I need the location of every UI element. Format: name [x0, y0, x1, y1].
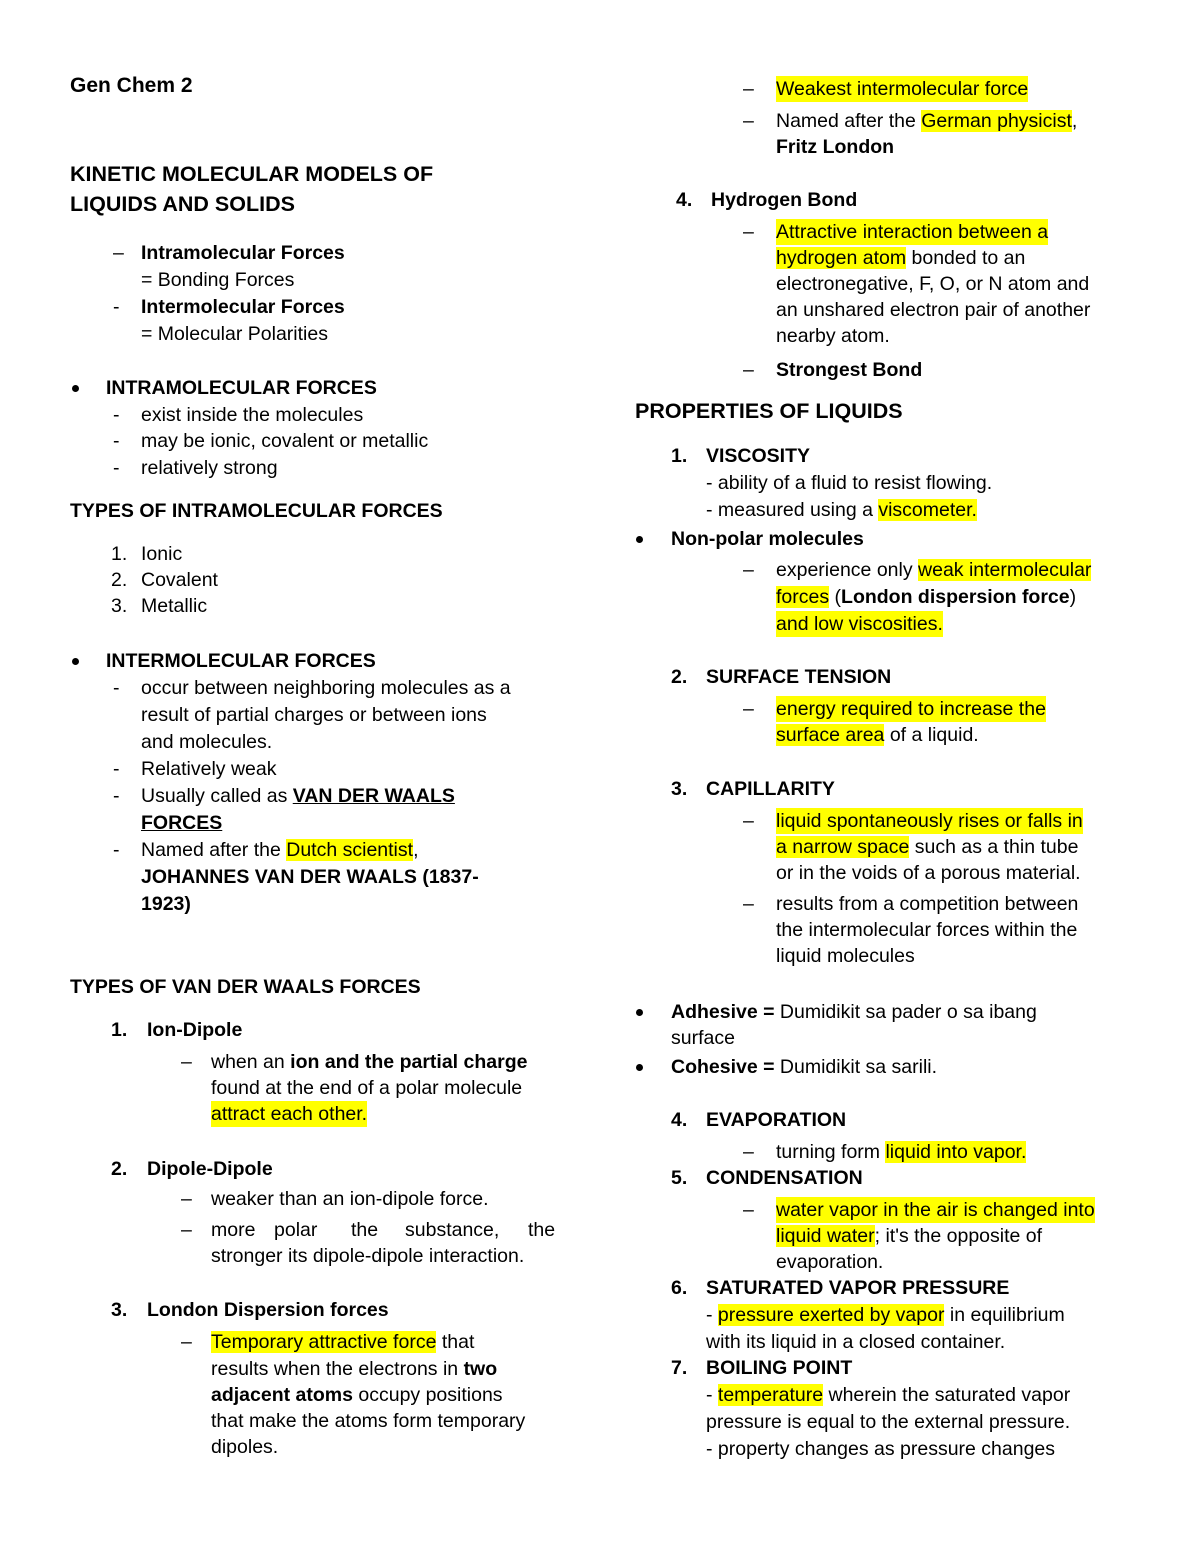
- hbond-line3: electronegative, F, O, or N atom and: [776, 273, 1090, 295]
- inter-item2: Relatively weak: [141, 758, 277, 780]
- types-intra-item: Ionic: [141, 543, 183, 565]
- nonpolar-title: Non-polar molecules: [671, 528, 864, 550]
- props-heading: PROPERTIES OF LIQUIDS: [635, 399, 903, 423]
- list-number: 2.: [111, 569, 128, 591]
- list-number: 3.: [111, 1299, 128, 1321]
- svp-line2: with its liquid in a closed container.: [706, 1331, 1006, 1353]
- condensation-line1: water vapor in the air is changed into: [776, 1199, 1095, 1221]
- bullet-icon: [636, 1064, 643, 1071]
- surface-title: SURFACE TENSION: [706, 666, 892, 688]
- main-heading-line1: KINETIC MOLECULAR MODELS OF: [70, 162, 434, 186]
- list-number: 3.: [111, 595, 128, 617]
- dash-marker: –: [181, 1051, 192, 1073]
- svp-line1: - pressure exerted by vapor in equilibrium: [706, 1304, 1065, 1326]
- hbond-line5: nearby atom.: [776, 325, 890, 347]
- dash-marker: -: [113, 785, 120, 807]
- list-number: 3.: [671, 778, 688, 800]
- dash-marker: -: [113, 758, 120, 780]
- intro-term-inter: Intermolecular Forces: [141, 296, 345, 318]
- list-number: 4.: [671, 1109, 688, 1131]
- bullet-icon: [636, 536, 643, 543]
- surface-line1: energy required to increase the: [776, 698, 1046, 720]
- inter-item1-line: result of partial charges or between ions: [141, 704, 487, 726]
- hbond-item2: Strongest Bond: [776, 359, 923, 381]
- intro-def-inter: = Molecular Polarities: [141, 323, 328, 345]
- evaporation-title: EVAPORATION: [706, 1109, 847, 1131]
- capillarity-title: CAPILLARITY: [706, 778, 835, 800]
- list-number: 4.: [676, 189, 693, 211]
- dipole-dipole-item1: weaker than an ion-dipole force.: [211, 1188, 489, 1210]
- boiling-line1: - temperature wherein the saturated vapor: [706, 1384, 1071, 1406]
- london-line5: dipoles.: [211, 1436, 279, 1458]
- dash-marker: -: [113, 457, 120, 479]
- dash-marker: –: [743, 810, 754, 832]
- types-intra-heading: TYPES OF INTRAMOLECULAR FORCES: [70, 500, 443, 522]
- nonpolar-line1: experience only weak intermolecular: [776, 559, 1092, 581]
- inter-item4-line3: 1923): [141, 893, 191, 915]
- capillarity-item2-line3: liquid molecules: [776, 945, 915, 967]
- dash-marker: –: [743, 1141, 754, 1163]
- hbond-line1: Attractive interaction between a: [776, 221, 1049, 243]
- dipole-dipole-w5: the: [528, 1219, 556, 1241]
- boiling-title: BOILING POINT: [706, 1357, 853, 1379]
- inter-item4-line2: JOHANNES VAN DER WAALS (1837-: [141, 866, 479, 888]
- london-title: London Dispersion forces: [147, 1299, 389, 1321]
- types-intra-item: Metallic: [141, 595, 208, 617]
- dash-marker: –: [743, 893, 754, 915]
- dash-marker: -: [113, 296, 120, 318]
- london-line2: results when the electrons in two: [211, 1358, 498, 1380]
- dash-marker: -: [113, 430, 120, 452]
- list-number: 2.: [111, 1158, 128, 1180]
- bullet-icon: [72, 658, 79, 665]
- boiling-line3: - property changes as pressure changes: [706, 1438, 1056, 1460]
- dash-marker: –: [743, 110, 754, 132]
- condensation-title: CONDENSATION: [706, 1167, 863, 1189]
- evaporation-line1: turning form liquid into vapor.: [776, 1141, 1027, 1163]
- ion-dipole-line1: when an ion and the partial charge: [211, 1051, 528, 1073]
- dipole-dipole-w2: polar: [274, 1219, 318, 1241]
- condensation-line3: evaporation.: [776, 1251, 884, 1273]
- list-number: 2.: [671, 666, 688, 688]
- london-line4: that make the atoms form temporary: [211, 1410, 526, 1432]
- intro-term-intra: Intramolecular Forces: [141, 242, 345, 264]
- dash-marker: -: [113, 839, 120, 861]
- dipole-dipole-w3: the: [351, 1219, 379, 1241]
- doc-title: Gen Chem 2: [70, 74, 193, 97]
- adhesive-line2: surface: [671, 1027, 735, 1049]
- dash-marker: –: [743, 698, 754, 720]
- nonpolar-line2: forces (London dispersion force): [776, 586, 1077, 608]
- adhesive-line1: Adhesive = Dumidikit sa pader o sa ibang: [671, 1001, 1037, 1023]
- intra-heading: INTRAMOLECULAR FORCES: [106, 377, 377, 399]
- ion-dipole-line2: found at the end of a polar molecule: [211, 1077, 523, 1099]
- london-cont-item2: Named after the German physicist,: [776, 110, 1078, 132]
- intra-item: exist inside the molecules: [141, 404, 364, 426]
- viscosity-line1: - ability of a fluid to resist flowing.: [706, 472, 993, 494]
- intra-item: relatively strong: [141, 457, 278, 479]
- dash-marker: –: [743, 359, 754, 381]
- dipole-dipole-w1: more: [211, 1219, 256, 1241]
- bullet-icon: [636, 1009, 643, 1016]
- condensation-line2: liquid water; it's the opposite of: [776, 1225, 1043, 1247]
- list-number: 1.: [111, 1019, 128, 1041]
- capillarity-line3: or in the voids of a porous material.: [776, 862, 1081, 884]
- inter-item3: Usually called as VAN DER WAALS: [141, 785, 455, 807]
- hbond-line2: hydrogen atom bonded to an: [776, 247, 1026, 269]
- hbond-title: Hydrogen Bond: [711, 189, 858, 211]
- list-number: 5.: [671, 1167, 688, 1189]
- dash-marker: –: [181, 1219, 192, 1241]
- ion-dipole-title: Ion-Dipole: [147, 1019, 243, 1041]
- boiling-line2: pressure is equal to the external pressure.: [706, 1411, 1071, 1433]
- dash-marker: –: [743, 1199, 754, 1221]
- capillarity-line1: liquid spontaneously rises or falls in: [776, 810, 1083, 832]
- hbond-line4: an unshared electron pair of another: [776, 299, 1091, 321]
- nonpolar-line3: and low viscosities.: [776, 613, 943, 635]
- intra-item: may be ionic, covalent or metallic: [141, 430, 429, 452]
- dash-marker: –: [743, 78, 754, 100]
- bullet-icon: [72, 385, 79, 392]
- surface-line2: surface area of a liquid.: [776, 724, 979, 746]
- dipole-dipole-w4: substance,: [405, 1219, 500, 1241]
- intro-def-intra: = Bonding Forces: [141, 269, 295, 291]
- list-number: 1.: [671, 445, 688, 467]
- london-cont-item2-line2: Fritz London: [776, 136, 895, 158]
- list-number: 6.: [671, 1277, 688, 1299]
- list-number: 1.: [111, 543, 128, 565]
- dash-marker: –: [743, 559, 754, 581]
- dash-marker: -: [113, 404, 120, 426]
- ion-dipole-line3: attract each other.: [211, 1103, 368, 1125]
- inter-item1-line: and molecules.: [141, 731, 273, 753]
- london-line3: adjacent atoms occupy positions: [211, 1384, 503, 1406]
- dipole-dipole-line2: stronger its dipole-dipole interaction.: [211, 1245, 525, 1267]
- svp-title: SATURATED VAPOR PRESSURE: [706, 1277, 1010, 1299]
- main-heading-line2: LIQUIDS AND SOLIDS: [70, 192, 295, 216]
- dash-marker: –: [743, 221, 754, 243]
- inter-heading: INTERMOLECULAR FORCES: [106, 650, 376, 672]
- cohesive-line: Cohesive = Dumidikit sa sarili.: [671, 1056, 938, 1078]
- dash-marker: –: [181, 1331, 192, 1353]
- inter-item1-line: occur between neighboring molecules as a: [141, 677, 511, 699]
- types-intra-item: Covalent: [141, 569, 218, 591]
- inter-item4: Named after the Dutch scientist,: [141, 839, 419, 861]
- dash-marker: –: [113, 242, 124, 264]
- types-vdw-heading: TYPES OF VAN DER WAALS FORCES: [70, 976, 421, 998]
- capillarity-item2-line2: the intermolecular forces within the: [776, 919, 1078, 941]
- viscosity-title: VISCOSITY: [706, 445, 811, 467]
- inter-item3-cont: FORCES: [141, 812, 223, 834]
- viscosity-line2: - measured using a viscometer.: [706, 499, 977, 521]
- london-cont-item1: Weakest intermolecular force: [776, 78, 1029, 100]
- list-number: 7.: [671, 1357, 688, 1379]
- dash-marker: -: [113, 677, 120, 699]
- dash-marker: –: [181, 1188, 192, 1210]
- dipole-dipole-title: Dipole-Dipole: [147, 1158, 273, 1180]
- london-line1: Temporary attractive force that: [211, 1331, 475, 1353]
- capillarity-item2-line1: results from a competition between: [776, 893, 1079, 915]
- capillarity-line2: a narrow space such as a thin tube: [776, 836, 1079, 858]
